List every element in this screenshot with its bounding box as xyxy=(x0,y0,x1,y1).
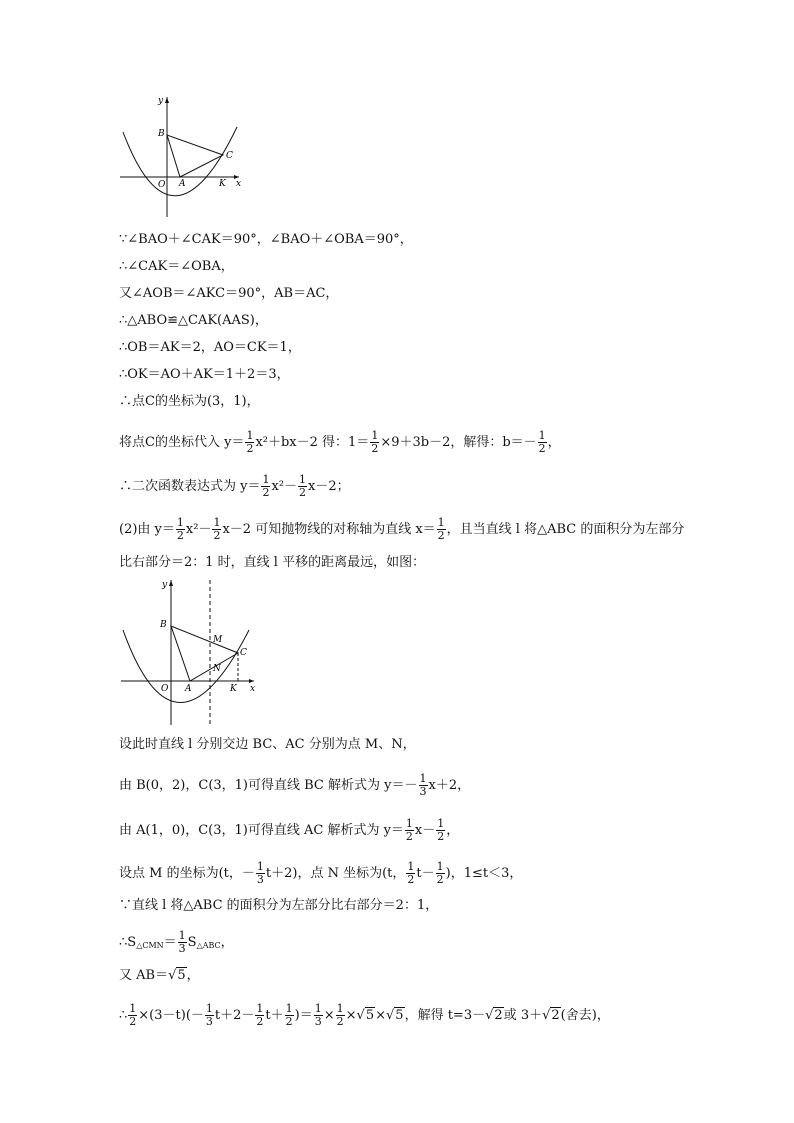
text-line-1: ∵∠BAO＋∠CAK＝90°，∠BAO＋∠OBA＝90°， xyxy=(119,232,413,247)
text-line-6: ∴OK＝AO＋AK＝1＋2＝3， xyxy=(119,367,290,382)
fig2-label-o: O xyxy=(161,684,169,694)
text-line-14: 由 A(1，0)，C(3，1)可得直线 AC 解析式为 y＝ $\frac{1}{2}$ x－ $\frac{1}{2}$ ， xyxy=(119,817,460,843)
fig1-label-y: y xyxy=(158,96,164,106)
fig2-label-k: K xyxy=(230,684,237,694)
text-line-13: 由 B(0，2)，C(3，1)可得直线 BC 解析式为 y＝－ $\frac{1}{3}$ x＋2， xyxy=(119,772,471,798)
fig1-label-x: x xyxy=(236,179,242,189)
text-line-11: 比右部分＝2：1 时，直线 l 平移的距离最远，如图： xyxy=(119,555,426,570)
fig2-label-c: C xyxy=(240,648,247,658)
text-line-12: 设此时直线 l 分别交边 BC、AC 分别为点 M、N， xyxy=(119,737,416,752)
text-line-10: (2)由 y＝ $\frac{1}{2}$ x²－ $\frac{1}{2}$ x－2 可知抛物线的对称轴为直线 x＝ $\frac{1}{2}$ ，且当直线 l 将△ABC 的面积分为左部分 xyxy=(119,516,685,542)
fig2-label-x: x xyxy=(250,684,256,694)
fig1-label-b: B xyxy=(158,129,165,139)
fig2-label-b: B xyxy=(160,620,167,630)
fig2-label-m: M xyxy=(213,635,223,645)
text-line-15: 设点 M 的坐标为(t，－ $\frac{1}{3}$ t＋2)，点 N 坐标为(t， $\frac{1}{2}$ t－ $\frac{1}{2}$ )，1≤t＜3， xyxy=(119,860,523,886)
fig1-label-a: A xyxy=(179,179,186,189)
text-line-4: ∴△ABO≌△CAK(AAS)， xyxy=(119,313,268,328)
text-line-2: ∴∠CAK＝∠OBA， xyxy=(119,259,234,274)
fig2-label-y: y xyxy=(162,580,168,590)
fig1-label-c: C xyxy=(226,151,233,161)
text-line-18: 又 AB＝√5， xyxy=(119,968,200,983)
text-line-8: 将点C的坐标代入 y＝ $\frac{1}{2}$ x²＋bx－2 得：1＝ $\frac{1}{2}$ ×9＋3b－2，解得：b＝－ $\frac{1}{2}$ ， xyxy=(119,429,561,455)
text-line-9: ∴二次函数表达式为 y＝ $\frac{1}{2}$ x²－ $\frac{1}{2}$ x－2； xyxy=(119,473,350,499)
text-line-5: ∴OB＝AK＝2，AO＝CK＝1， xyxy=(119,340,301,355)
text-line-19: ∴ $\frac{1}{2}$ ×(3－t)(－ $\frac{1}{3}$ t＋2－ $\frac{1}{2}$ t＋ $\frac{1}{2}$ )＝ $\frac{1}{3}$ × $\frac{1}{2}$ ×√5×√5，解得 t=3－√2或 3＋√2(舍去)， xyxy=(119,1002,610,1028)
fig1-label-k: K xyxy=(219,179,226,189)
text-line-3: 又∠AOB＝∠AKC＝90°，AB＝AC， xyxy=(119,286,339,301)
fig2-label-a: A xyxy=(185,684,192,694)
text-line-17: $\therefore S_{\triangle CMN}=$ $\frac{1}{3}$ $S_{\triangle ABC}$， xyxy=(119,929,234,955)
text-line-16: ∵直线 l 将△ABC 的面积分为左部分比右部分＝2：1， xyxy=(119,898,439,913)
fig2-label-n: N xyxy=(213,664,221,674)
fig1-label-o: O xyxy=(158,180,166,190)
text-line-7: ∴点C的坐标为(3，1)， xyxy=(119,394,260,409)
figure-parabola-triangle xyxy=(115,92,250,222)
figure-parabola-triangle-with-line-l xyxy=(117,575,262,730)
